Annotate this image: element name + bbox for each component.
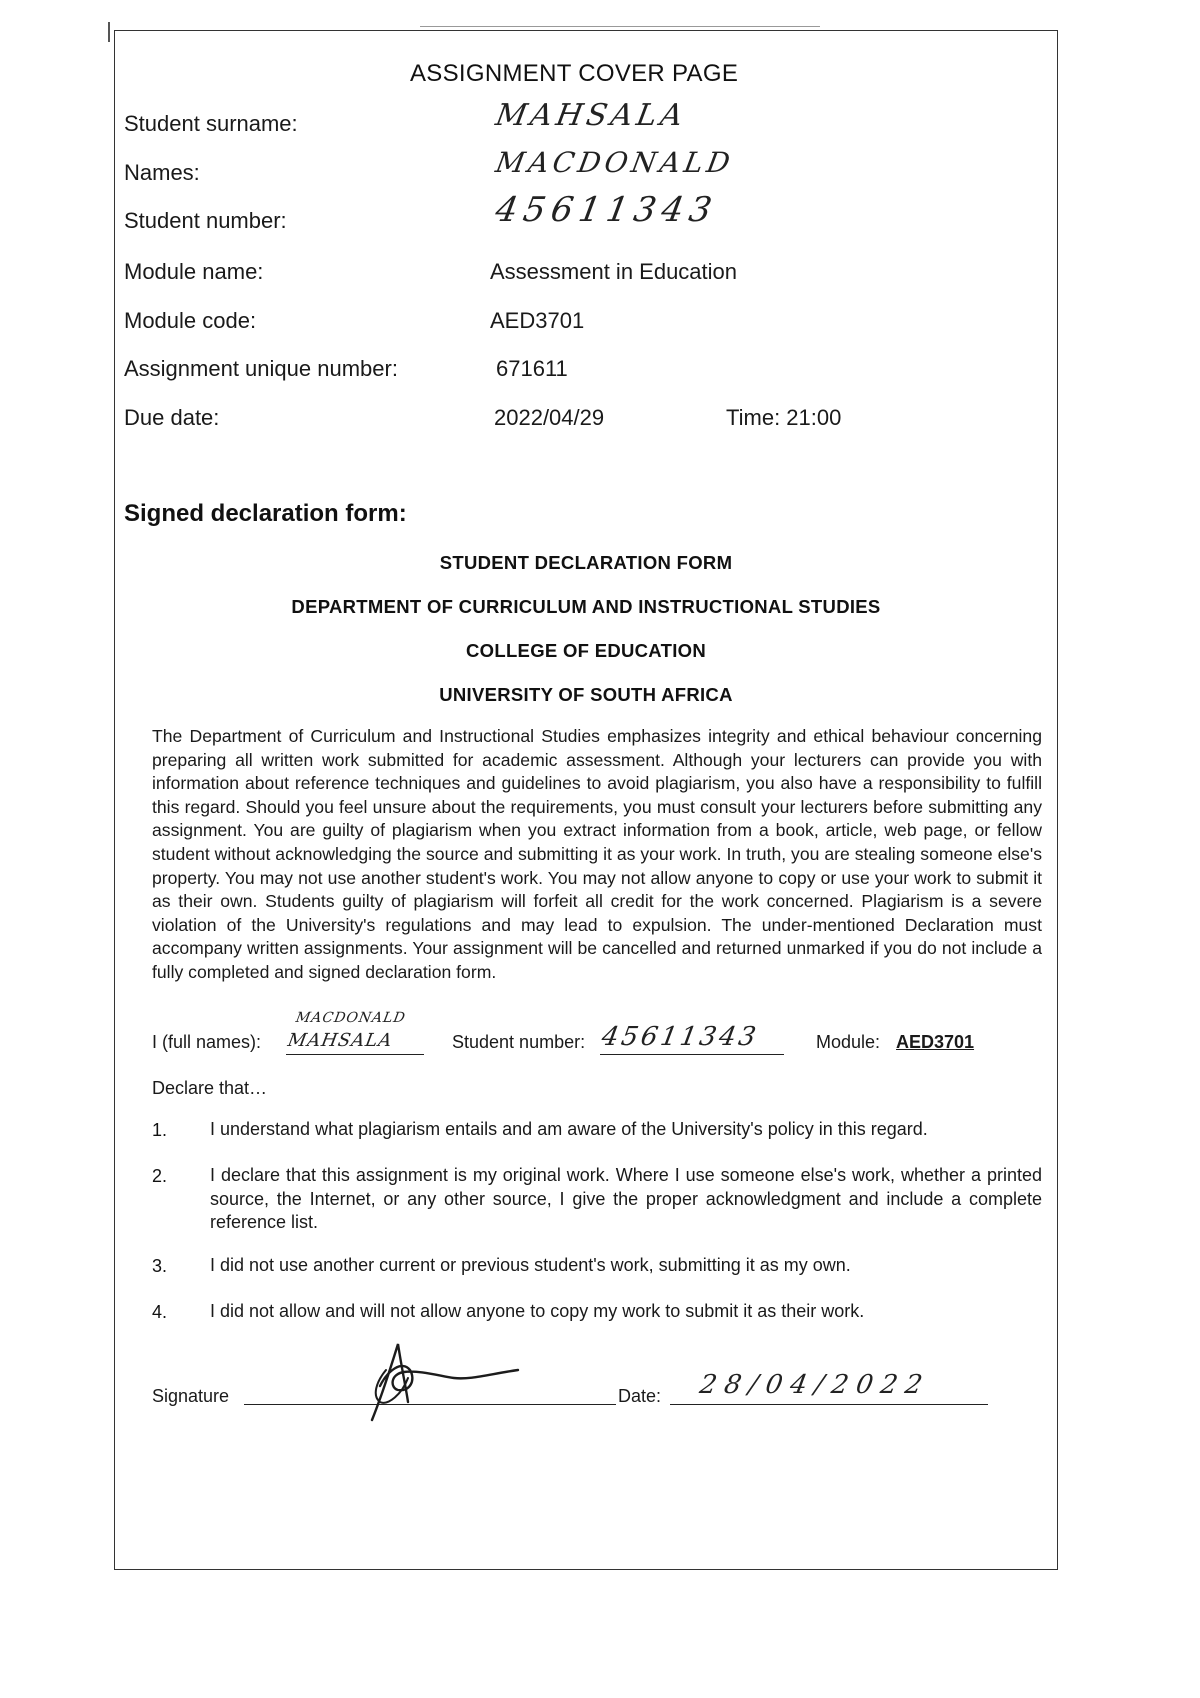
date-line: [670, 1404, 988, 1405]
declaration-paragraph: The Department of Curriculum and Instructional Studies emphasizes integrity and ethical behaviour concerning preparing all written work submitted for academic assessment. Although your lecturers can provide you with information about reference techniques and guidelines to avoid plagiarism, you also have a responsibility to fulfill this regard. Should you feel unsure about the requirements, you must consult your lecturers before submitting any assignment. You are guilty of plagiarism when you extract information from a book, article, web page, or fellow student without acknowledging the source and submitting it as your work. In truth, you are stealing someone else's property. You may not use another student's work. You may not allow anyone to copy or use your work to submit it as their own. Students guilty of plagiarism will forfeit all credit for the work concerned. Plagiarism is a severe violation of the University's regulations and may lead to expulsion. The under-mentioned Declaration must accompany written assignments. Your assignment will be cancelled and returned unmarked if you do not include a fully completed and signed declaration form.: [152, 726, 1042, 982]
date-label: Date:: [618, 1386, 662, 1406]
names-value: MACDONALD: [493, 146, 737, 179]
scan-artifact: [420, 26, 820, 27]
item-text: I declare that this assignment is my original work. Where I use someone else's work, whether a printed source, the Internet, or any other source, I give the proper acknowledgment and include a complete reference list.: [210, 1165, 1042, 1233]
module-code-label: Module code:: [124, 308, 257, 333]
signature-scribble: [350, 1330, 550, 1430]
surname-value: MAHSALA: [492, 98, 690, 133]
declaration-heading: Signed declaration form:: [124, 500, 407, 527]
module-name-value: Assessment in Education: [490, 259, 738, 284]
item-number: 3.: [152, 1256, 168, 1276]
item-text: I did not allow and will not allow anyone to copy my work to submit it as their work.: [210, 1301, 865, 1321]
module-name-label: Module name:: [124, 259, 264, 284]
full-names-underline: [286, 1054, 424, 1055]
full-names-last: MAHSALA: [286, 1030, 395, 1051]
decl-student-number-label: Student number:: [452, 1032, 586, 1052]
item-number: 4.: [152, 1302, 168, 1322]
item-number: 1.: [152, 1120, 168, 1140]
module-code-value: AED3701: [490, 308, 585, 333]
decl-student-number-value: 45611343: [599, 1022, 761, 1052]
item-text: I did not use another current or previous student's work, submitting it as my own.: [210, 1255, 851, 1275]
form-title: STUDENT DECLARATION FORM: [439, 552, 733, 573]
due-date-label: Due date:: [124, 405, 220, 430]
full-names-label: I (full names):: [152, 1032, 262, 1052]
student-number-value: 45611343: [492, 190, 721, 230]
unique-number-label: Assignment unique number:: [124, 356, 398, 381]
scan-artifact: [108, 22, 110, 42]
item-text: I understand what plagiarism entails and am aware of the University's policy in this regard.: [210, 1119, 928, 1139]
names-label: Names:: [124, 160, 200, 185]
unique-number-value: 671611: [496, 356, 568, 381]
department-title: DEPARTMENT OF CURRICULUM AND INSTRUCTIONAL STUDIES: [291, 596, 881, 617]
student-number-label: Student number:: [124, 208, 287, 233]
item-number: 2.: [152, 1166, 168, 1186]
decl-module-value: AED3701: [896, 1032, 975, 1052]
due-date-value: 2022/04/29: [494, 405, 605, 430]
full-names-first: MACDONALD: [294, 1010, 408, 1026]
college-title: COLLEGE OF EDUCATION: [466, 640, 706, 661]
signature-label: Signature: [152, 1386, 230, 1406]
cover-title: ASSIGNMENT COVER PAGE: [410, 60, 739, 87]
university-title: UNIVERSITY OF SOUTH AFRICA: [439, 684, 733, 705]
declare-that: Declare that…: [152, 1078, 268, 1098]
due-time-value: Time: 21:00: [726, 405, 842, 430]
date-value: 28/04/2022: [697, 1370, 933, 1400]
surname-label: Student surname:: [124, 111, 298, 136]
student-number-underline: [600, 1054, 784, 1055]
decl-module-label: Module:: [816, 1032, 881, 1052]
